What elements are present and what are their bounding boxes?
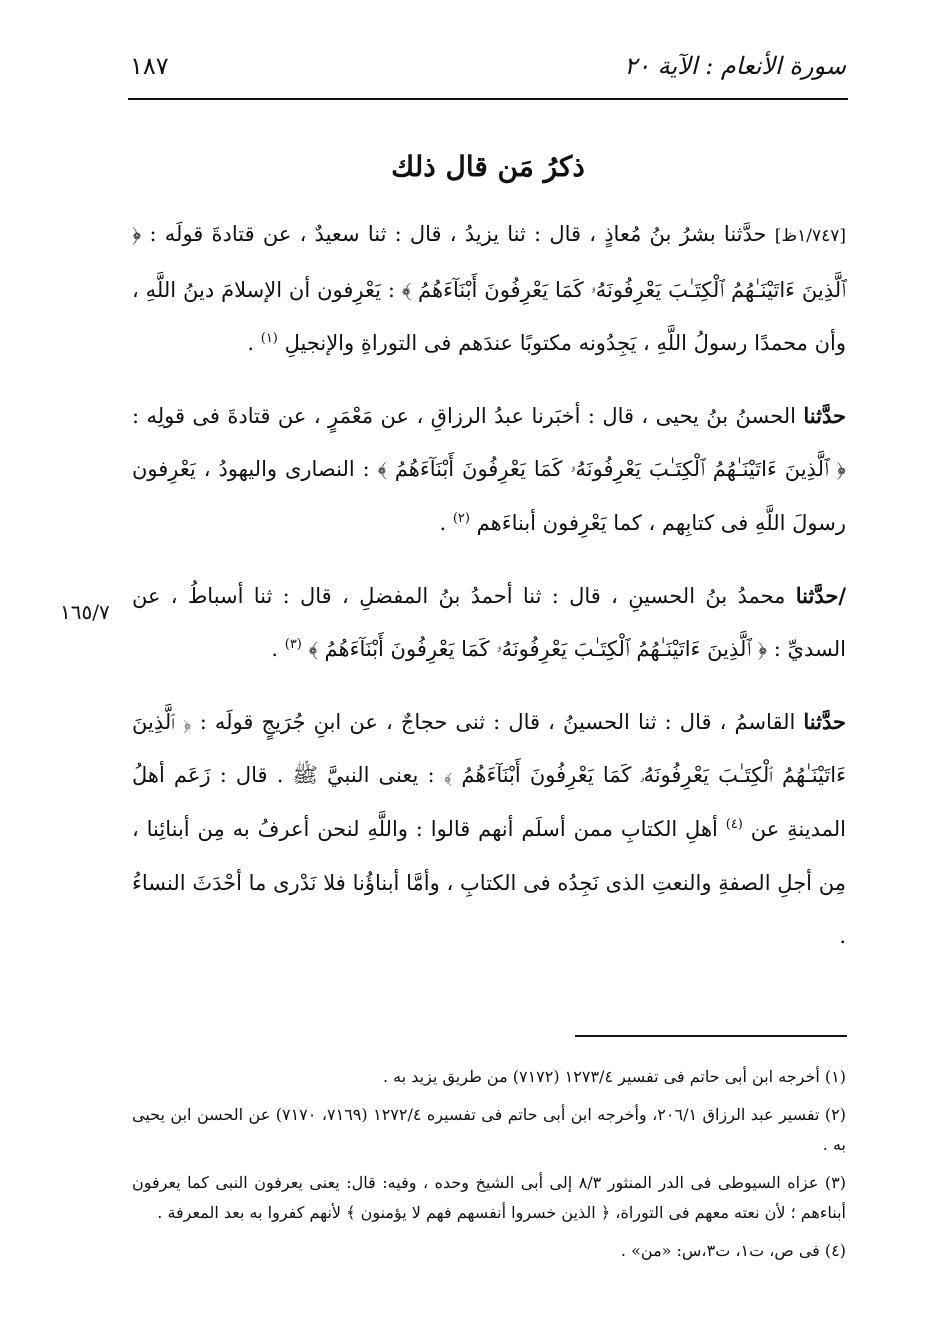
section-title: ذكرُ مَن قال ذلك: [391, 150, 585, 183]
footnote-marker: (٤): [725, 816, 743, 832]
paragraph-end: أهلِ الكتابِ ممن أسلَم أنهم قالوا : واللَّهِ لنحن أعرفُ به مِن أبنائِنا ، مِن أجلِ الصفةِ والنعتِ الذى نَجِدُه فى الكتابِ ، وأمَّا أبناؤُنا فلا نَدْرى ما أحْدَثَ النساءُ .: [132, 816, 846, 949]
footnote-rule: [575, 1035, 847, 1037]
footnote-marker: (٣): [284, 637, 302, 653]
main-text: [132, 208, 846, 982]
footnote-marker: (٢): [452, 510, 470, 526]
paragraph: [132, 695, 846, 964]
footnote: (٤) فى ص، ت١، ت٣،س: «من» .: [620, 1241, 846, 1260]
paragraph: [132, 208, 846, 371]
paragraph-end: .: [247, 331, 261, 356]
hadith-lead: /حدَّثنا: [795, 582, 846, 608]
footnotes: [132, 1062, 846, 1274]
footnote: (٣) عزاه السيوطى فى الدر المنثور ٨/٣ إلى أبى الشيخ وحده ، وفيه: قال: يعنى يعرفون النبى كما يعرفون أبناءهم ؛ لأن نعته معهم فى التوراة، ﴿ الذين خسروا أنفسهم فهم لا يؤمنون ﴾ لأنهم كفروا به بعد المعرفة .: [132, 1173, 846, 1222]
footnote: (٢) تفسير عبد الرزاق ٢٠٦/١، وأخرجه ابن أبى حاتم فى تفسيره ١٢٧٢/٤ (٧١٦٩، ٧١٧٠) عن الحسن ابن يحيى به .: [132, 1105, 847, 1154]
paragraph-text: القاسمُ ، قال : ثنا الحسينُ ، قال : ثنى حجاجٌ ، عن ابنِ جُرَيجٍ قولَه : ﴿ ٱلَّذِينَ ءَاتَيْنَـٰهُمُ ٱلْكِتَـٰبَ يَعْرِفُونَهُۥ كَمَا يَعْرِفُونَ أَبْنَآءَهُمُ ﴾ : يعنى النبيَّ ﷺ . قال : زَعَم أهلُ المدينةِ عن: [132, 709, 846, 841]
paragraph-text: محمدُ بنُ الحسينِ ، قال : ثنا أحمدُ بنُ المفضلِ ، قال : ثنا أسباطُ ، عن السديِّ : ﴿ ٱلَّذِينَ ءَاتَيْنَـٰهُمُ ٱلْكِتَـٰبَ يَعْرِفُونَهُۥ كَمَا يَعْرِفُونَ أَبْنَآءَهُمُ ﴾: [132, 583, 846, 662]
hadith-lead: حدَّثنا: [803, 402, 846, 428]
margin-page-ref: ١٦٥/٧: [60, 600, 110, 624]
page-number: ١٨٧: [130, 52, 169, 80]
footnote-marker: (١): [260, 331, 278, 347]
running-header: [130, 52, 846, 92]
paragraph: [132, 569, 846, 677]
header-rule: [128, 98, 848, 100]
manuscript-ref: [١/٧٤٧ظ]: [774, 226, 846, 246]
paragraph-text: حدَّثنا بشرُ بنُ مُعاذٍ ، قال : ثنا يزيدُ ، قال : ثنا سعيدٌ ، عن قتادةَ قولَه : ﴿ ٱلَّذِينَ ءَاتَيْنَـٰهُمُ ٱلْكِتَـٰبَ يَعْرِفُونَهُۥ كَمَا يَعْرِفُونَ أَبْنَآءَهُمُ ﴾ : يَعْرِفون أن الإسلامَ دينُ اللَّهِ ، وأن محمدًا رسولُ اللَّهِ ، يَجِدُونه مكتوبًا عندَهم فى التوراةِ والإنجيلِ: [132, 222, 846, 356]
paragraph-end: .: [439, 510, 453, 535]
paragraph-end: .: [271, 637, 285, 662]
paragraph-text: الحسنُ بنُ يحيى ، قال : أخبَرنا عبدُ الرزاقِ ، عن مَعْمَرٍ ، عن قتادةَ فى قولِه : ﴿ ٱلَّذِينَ ءَاتَيْنَـٰهُمُ ٱلْكِتَـٰبَ يَعْرِفُونَهُۥ كَمَا يَعْرِفُونَ أَبْنَآءَهُمُ ﴾ : النصارى واليهودُ ، يَعْرِفون رسولَ اللَّهِ فى كتابِهم ، كما يَعْرِفون أبناءَهم: [132, 403, 846, 535]
hadith-lead: حدَّثنا: [803, 708, 846, 734]
header-title: سورة الأنعام : الآية ٢٠: [624, 52, 846, 80]
footnote: (١) أخرجه ابن أبى حاتم فى تفسير ١٢٧٣/٤ (٧١٧٢) من طريق يزيد به .: [382, 1067, 846, 1086]
paragraph: [132, 389, 846, 551]
